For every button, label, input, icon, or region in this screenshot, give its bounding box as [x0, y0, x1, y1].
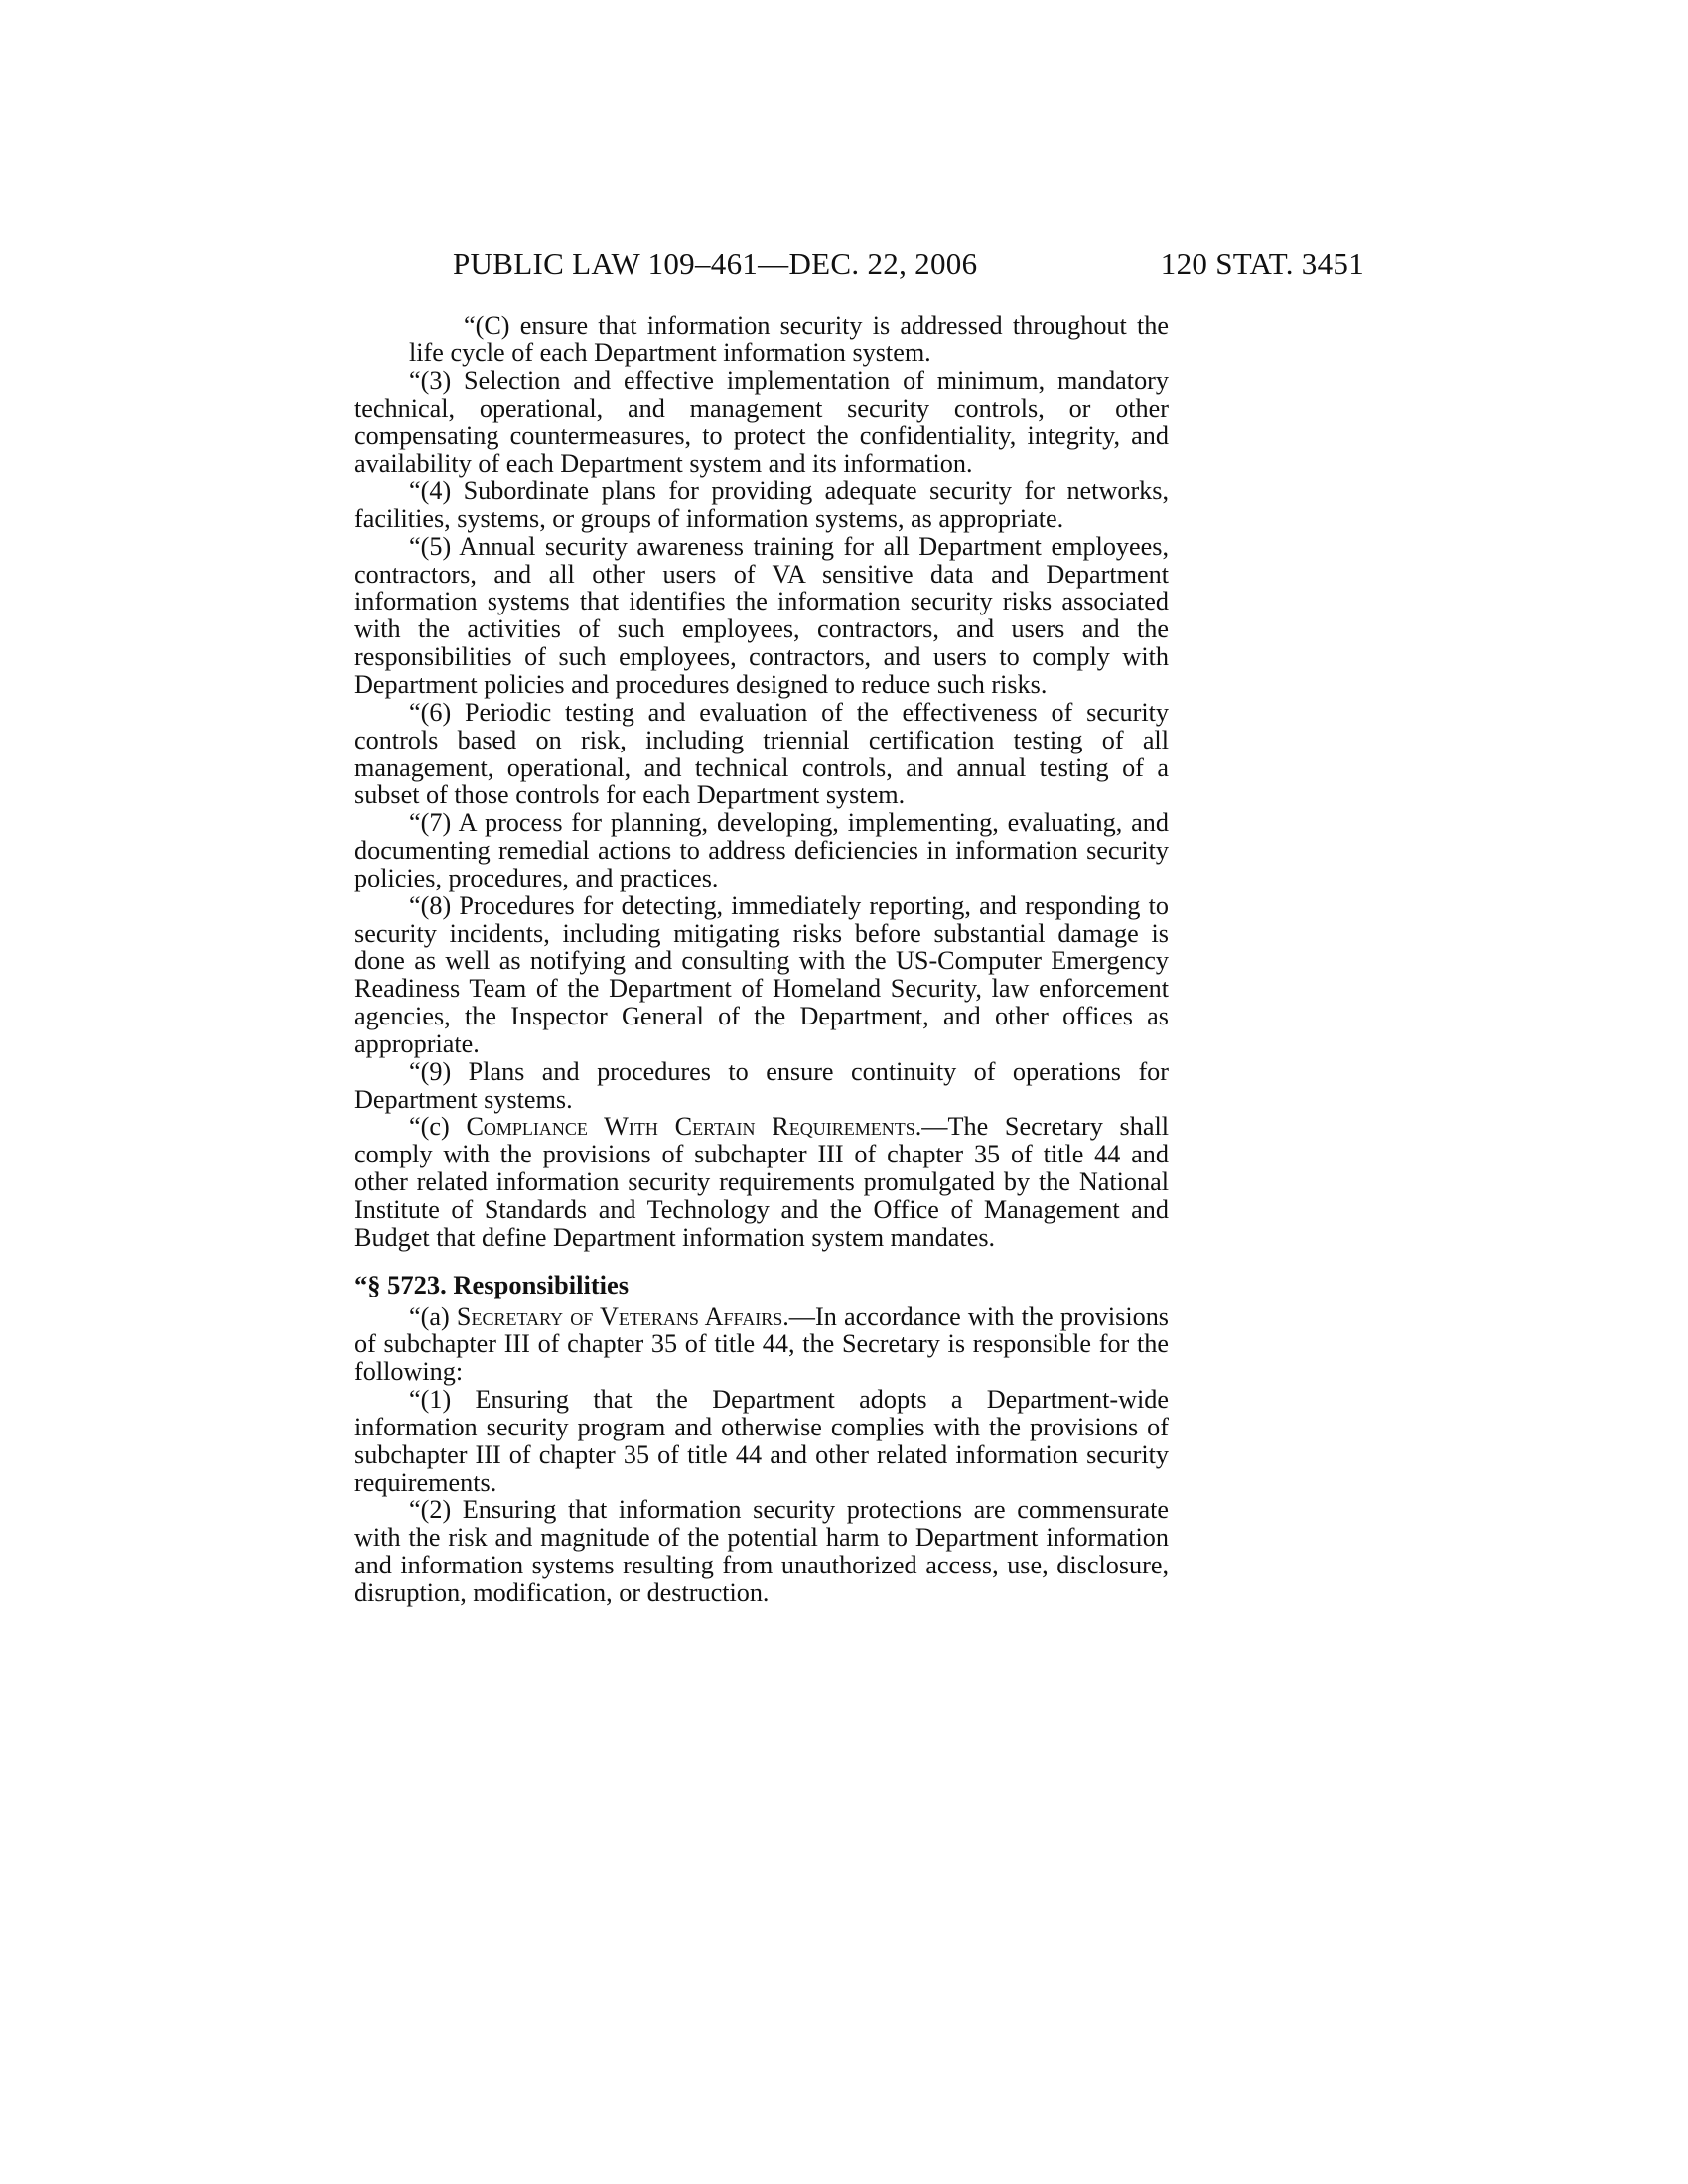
paragraph-a1: “(1) Ensuring that the Department adopts a Department-wide information security program and otherwise complies with the provisions of subchapter III of chapter 35 of title 44 and other related information security requirements.: [354, 1385, 1169, 1497]
paragraph-2c: “(C) ensure that information security is addressed throughout the life cycle of each Department information system.: [409, 311, 1169, 367]
subsection-a-prefix: “(a): [409, 1301, 457, 1331]
paragraph-3: “(3) Selection and effective implementation of minimum, mandatory technical, operational, and management security controls, or other compensating countermeasures, to protect the confidentiality, integrity, and availability of each Department system and its information.: [354, 365, 1169, 478]
page-body: [354, 312, 1169, 1607]
paragraph-4: “(4) Subordinate plans for providing adequate security for networks, facilities, systems, or groups of information systems, as appropriate.: [354, 477, 1169, 533]
section-5723-heading: “§ 5723. Responsibilities: [354, 1269, 630, 1299]
subsection-c-text: —The Secretary shall comply with the provisions of subchapter III of chapter 35 of title 44 and other related information security requirements promulgated by the National Institute of Standards and Technology and the Office of Management and Budget that define Department information system mandates.: [354, 1112, 1169, 1252]
paragraph-7: “(7) A process for planning, developing, implementing, evaluating, and documenting remedial actions to address deficiencies in information security policies, procedures, and practices.: [354, 808, 1169, 892]
paragraph-8: “(8) Procedures for detecting, immediately reporting, and responding to security incidents, including mitigating risks before substantial damage is done as well as notifying and consulting with the US-Computer Emergency Readiness Team of the Department of Homeland Security, law enforcement agencies, the Inspector General of the Department, and other offices as appropriate.: [354, 890, 1169, 1058]
public-law-citation: PUBLIC LAW 109–461—DEC. 22, 2006: [453, 246, 978, 281]
paragraph-5: “(5) Annual security awareness training for all Department employees, contractors, and all other users of VA sensitive data and Department information systems that identifies the information security risks associated with the activities of such employees, contractors, and users and the responsibilities of such employees, contractors, and users to comply with Department policies and procedures designed to reduce such risks.: [354, 531, 1169, 699]
subsection-c-heading: Compliance With Certain Requirements.: [466, 1112, 922, 1142]
page-header: [453, 246, 1364, 286]
subsection-a-heading: Secretary of Veterans Affairs.: [456, 1301, 789, 1331]
subsection-c-prefix: “(c): [409, 1112, 467, 1142]
subsection-c: [354, 1113, 1169, 1251]
subsection-a-text: —In accordance with the provisions of subchapter III of chapter 35 of title 44, the Secretary is responsible for the following:: [354, 1301, 1169, 1387]
subsection-a: [354, 1303, 1169, 1387]
paragraph-9: “(9) Plans and procedures to ensure continuity of operations for Department systems.: [354, 1056, 1169, 1114]
statute-page-number: 120 STAT. 3451: [1160, 246, 1364, 281]
paragraph-6: “(6) Periodic testing and evaluation of the effectiveness of security controls based on risk, including triennial certification testing of all management, operational, and technical controls, and annual testing of a subset of those controls for each Department system.: [354, 697, 1169, 810]
paragraph-a2: “(2) Ensuring that information security protections are commensurate with the risk and magnitude of the potential harm to Department information and information systems resulting from unauthorized access, use, disclosure, disruption, modification, or destruction.: [354, 1495, 1169, 1607]
